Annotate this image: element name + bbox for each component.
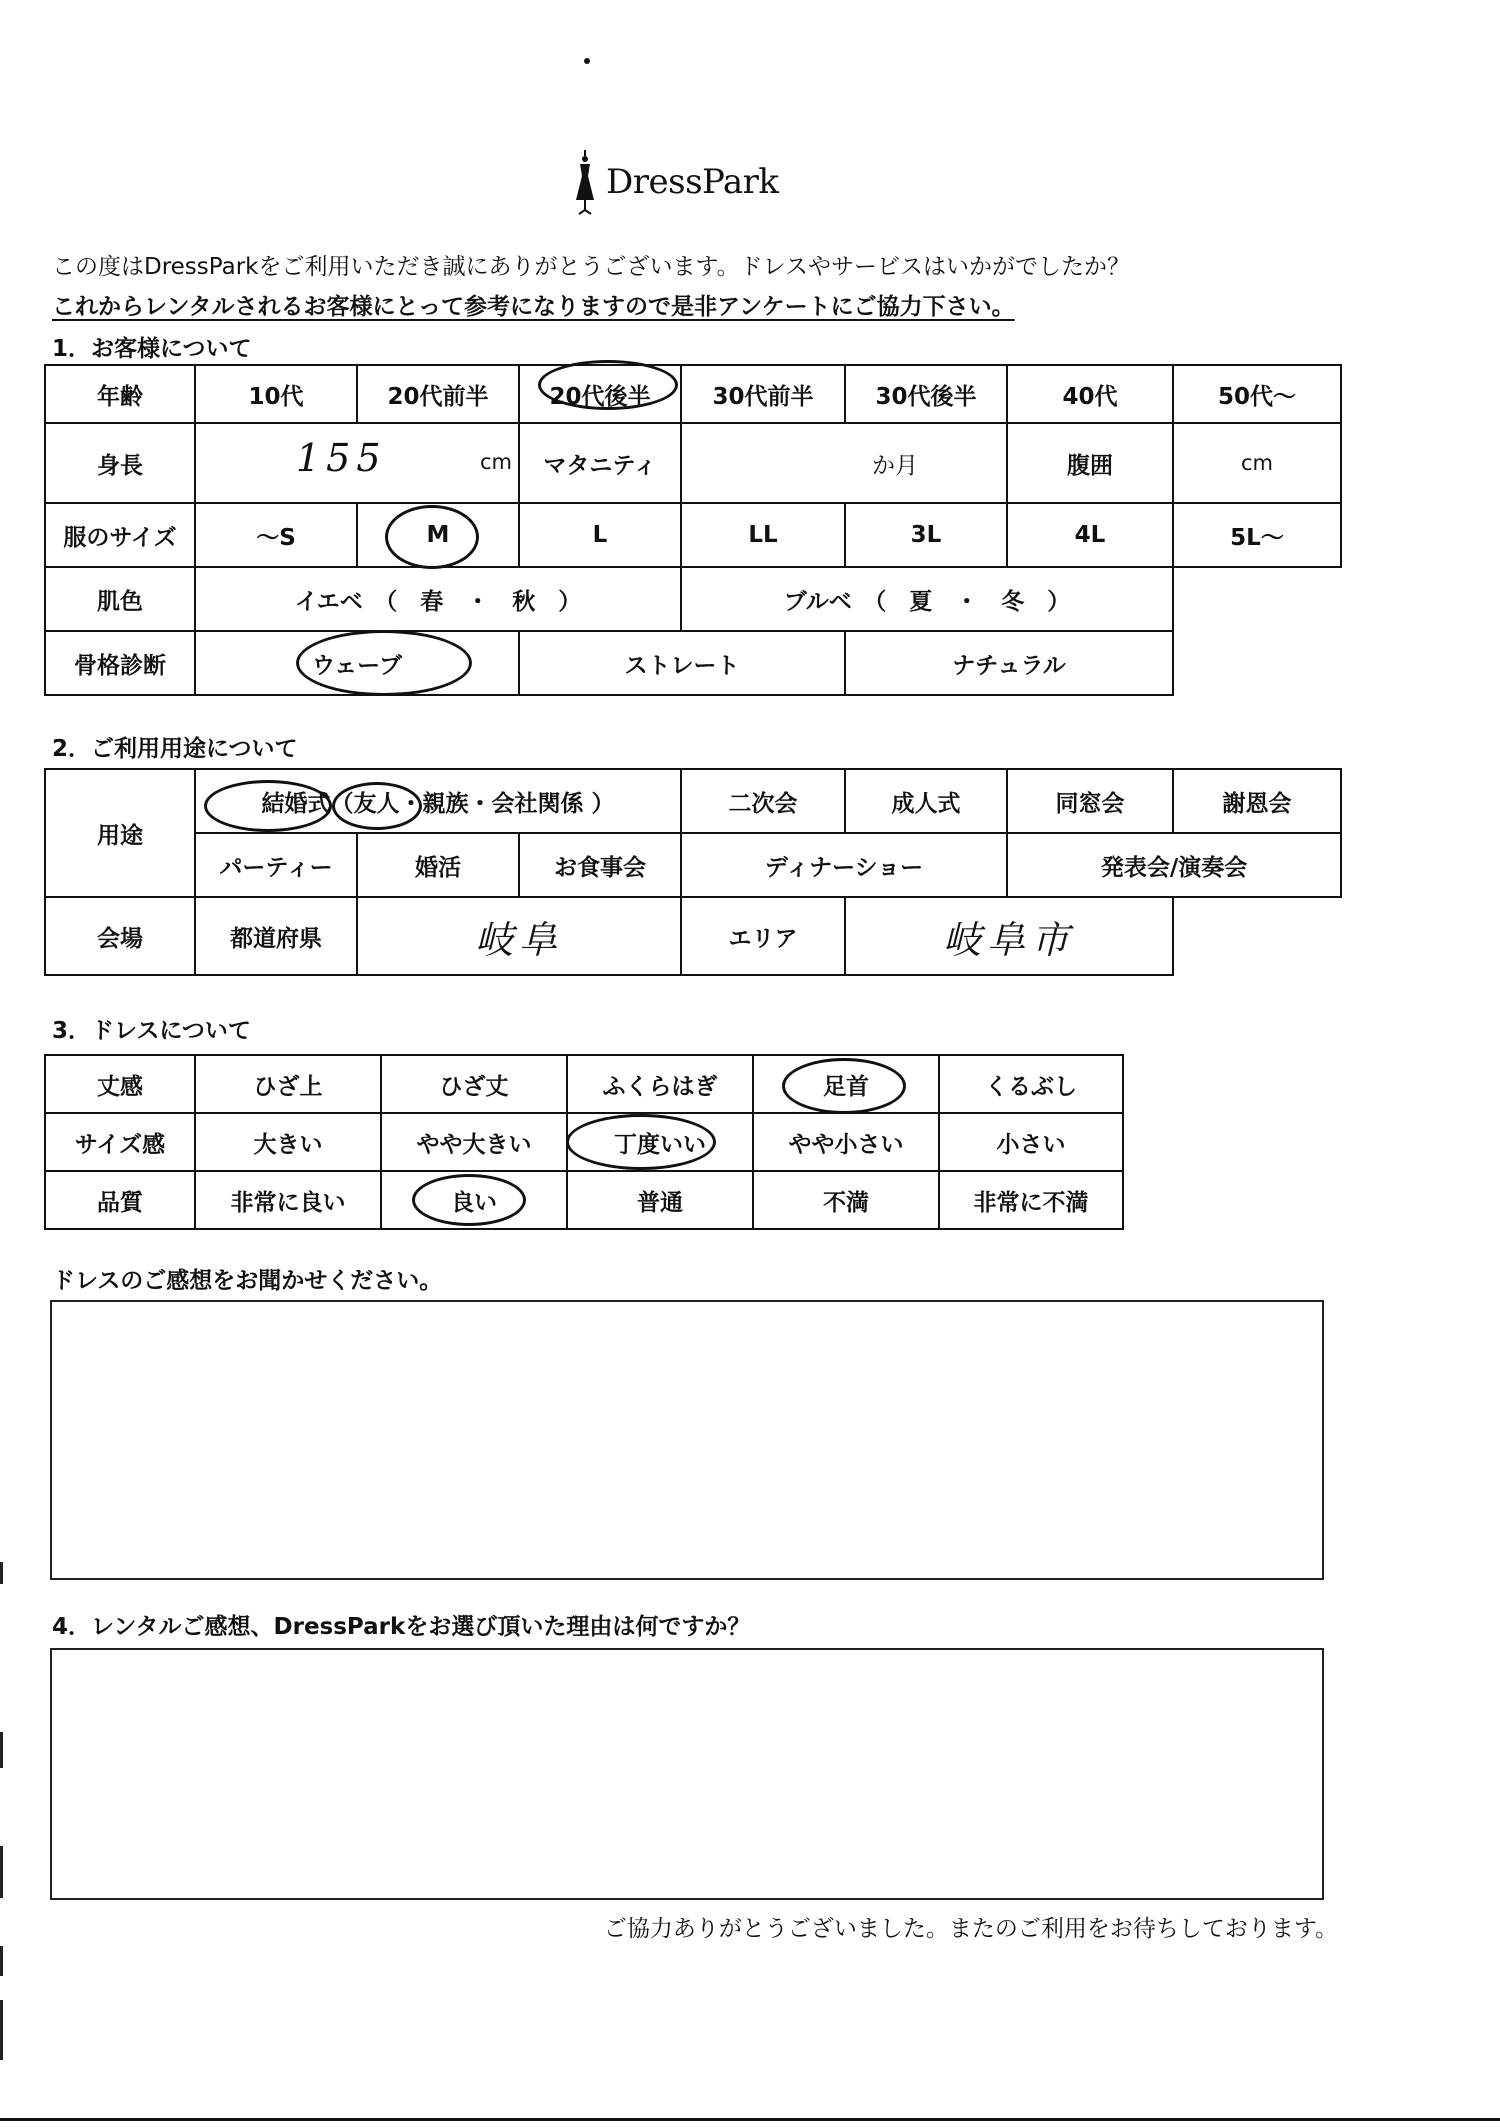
fit-row xyxy=(45,1113,1123,1171)
length-option[interactable]: ひざ丈 xyxy=(381,1055,567,1113)
purpose-option[interactable]: 同窓会 xyxy=(1007,769,1173,833)
purpose-option[interactable]: 成人式 xyxy=(845,769,1007,833)
section3-title: 3．ドレスについて xyxy=(52,1018,251,1044)
frame-option[interactable]: ナチュラル xyxy=(845,631,1173,695)
quality-option[interactable]: 非常に良い xyxy=(195,1171,381,1229)
quality-option[interactable]: 不満 xyxy=(753,1171,939,1229)
length-option[interactable]: くるぶし xyxy=(939,1055,1123,1113)
size-option-selected[interactable]: M xyxy=(357,503,519,567)
purpose-option[interactable]: パーティー xyxy=(195,833,357,897)
scan-edge-line xyxy=(0,2118,1500,2121)
scan-mark xyxy=(0,1562,3,1584)
scan-mark xyxy=(0,2000,3,2060)
scan-speck xyxy=(584,58,590,64)
purpose-option[interactable]: 婚活 xyxy=(357,833,519,897)
age-option[interactable]: 10代 xyxy=(195,365,357,423)
prefecture-value: 岐阜 xyxy=(475,917,564,962)
scan-mark xyxy=(0,1946,3,1976)
fit-option[interactable]: やや小さい xyxy=(753,1113,939,1171)
purpose-option[interactable]: ディナーショー xyxy=(681,833,1007,897)
purpose-label: 用途 xyxy=(45,769,195,897)
area-label: エリア xyxy=(681,897,845,975)
scan-mark xyxy=(0,1846,3,1898)
dress-table xyxy=(44,1054,1124,1230)
size-option[interactable]: ～S xyxy=(195,503,357,567)
frame-option-selected[interactable]: ウェーブ xyxy=(195,631,519,695)
scan-mark xyxy=(0,1732,3,1768)
length-option[interactable]: ひざ上 xyxy=(195,1055,381,1113)
height-value: 155 xyxy=(296,436,387,480)
waist-field[interactable] xyxy=(1173,423,1341,503)
fit-option-selected[interactable]: 丁度いい xyxy=(567,1113,753,1171)
length-option-selected[interactable]: 足首 xyxy=(753,1055,939,1113)
prefecture-label: 都道府県 xyxy=(195,897,357,975)
frame-option[interactable]: ストレート xyxy=(519,631,845,695)
skin-option[interactable]: ブルベ （ 夏 ・ 冬 ） xyxy=(681,567,1173,631)
quality-label: 品質 xyxy=(45,1171,195,1229)
intro-line-2: これからレンタルされるお客様にとって参考になりますので是非アンケートにご協力下さい。 xyxy=(52,294,1015,320)
area-field[interactable] xyxy=(845,897,1173,975)
age-option-selected[interactable]: 20代後半 xyxy=(519,365,681,423)
dress-comment-box[interactable] xyxy=(50,1300,1324,1580)
waist-label: 腹囲 xyxy=(1007,423,1173,503)
size-option[interactable]: 5L～ xyxy=(1173,503,1341,567)
size-label: 服のサイズ xyxy=(45,503,195,567)
purpose-table xyxy=(44,768,1342,976)
section1-title: 1．お客様について xyxy=(52,336,252,362)
maternity-field[interactable] xyxy=(681,423,1007,503)
frame-label: 骨格診断 xyxy=(45,631,195,695)
quality-row xyxy=(45,1171,1123,1229)
venue-row xyxy=(45,897,1341,975)
fit-option[interactable]: やや大きい xyxy=(381,1113,567,1171)
brand-logo xyxy=(570,150,810,220)
venue-label: 会場 xyxy=(45,897,195,975)
skin-row xyxy=(45,567,1341,631)
size-option[interactable]: LL xyxy=(681,503,845,567)
quality-option[interactable]: 非常に不満 xyxy=(939,1171,1123,1229)
section4-title: 4．レンタルご感想、DressParkをお選び頂いた理由は何ですか？ xyxy=(52,1614,751,1640)
area-value: 岐阜市 xyxy=(943,917,1076,962)
empty-cell xyxy=(1173,631,1341,695)
quality-option[interactable]: 普通 xyxy=(567,1171,753,1229)
purpose-option-wedding[interactable]: 結婚式（友人・親族・会社関係 ） xyxy=(195,769,681,833)
purpose-row-1 xyxy=(45,769,1341,833)
age-option[interactable]: 40代 xyxy=(1007,365,1173,423)
age-row xyxy=(45,365,1341,423)
maternity-unit: か月 xyxy=(872,452,918,479)
age-label: 年齢 xyxy=(45,365,195,423)
intro-line-1: この度はDressParkをご利用いただき誠にありがとうございます。ドレスやサービスはいかがでしたか？ xyxy=(52,254,1130,280)
size-row xyxy=(45,503,1341,567)
age-option[interactable]: 50代～ xyxy=(1173,365,1341,423)
height-unit: cm xyxy=(479,450,512,474)
age-option[interactable]: 30代後半 xyxy=(845,365,1007,423)
fit-option[interactable]: 大きい xyxy=(195,1113,381,1171)
skin-label: 肌色 xyxy=(45,567,195,631)
size-option[interactable]: L xyxy=(519,503,681,567)
purpose-option[interactable]: 二次会 xyxy=(681,769,845,833)
customer-table xyxy=(44,364,1342,696)
purpose-option[interactable]: お食事会 xyxy=(519,833,681,897)
empty-cell xyxy=(1173,567,1341,631)
purpose-row-2 xyxy=(45,833,1341,897)
length-row xyxy=(45,1055,1123,1113)
purpose-option[interactable]: 謝恩会 xyxy=(1173,769,1341,833)
age-option[interactable]: 20代前半 xyxy=(357,365,519,423)
length-option[interactable]: ふくらはぎ xyxy=(567,1055,753,1113)
empty-cell xyxy=(1173,897,1341,975)
quality-option-selected[interactable]: 良い xyxy=(381,1171,567,1229)
age-option[interactable]: 30代前半 xyxy=(681,365,845,423)
size-option[interactable]: 4L xyxy=(1007,503,1173,567)
fit-label: サイズ感 xyxy=(45,1113,195,1171)
rental-comment-box[interactable] xyxy=(50,1648,1324,1900)
fit-option[interactable]: 小さい xyxy=(939,1113,1123,1171)
closing-message: ご協力ありがとうございました。またのご利用をお待ちしております。 xyxy=(603,1916,1338,1942)
size-option[interactable]: 3L xyxy=(845,503,1007,567)
waist-unit: cm xyxy=(1240,451,1273,475)
length-label: 丈感 xyxy=(45,1055,195,1113)
prefecture-field[interactable] xyxy=(357,897,681,975)
maternity-label: マタニティ xyxy=(519,423,681,503)
purpose-option[interactable]: 発表会/演奏会 xyxy=(1007,833,1341,897)
height-field[interactable] xyxy=(195,423,519,503)
brand-name: DressPark xyxy=(606,162,779,202)
height-row xyxy=(45,423,1341,503)
section2-title: 2．ご利用用途について xyxy=(52,736,298,762)
dress-icon xyxy=(570,150,600,220)
skin-option[interactable]: イエベ （ 春 ・ 秋 ） xyxy=(195,567,681,631)
height-label: 身長 xyxy=(45,423,195,503)
dress-comment-prompt: ドレスのご感想をお聞かせください。 xyxy=(52,1268,443,1294)
frame-row xyxy=(45,631,1341,695)
